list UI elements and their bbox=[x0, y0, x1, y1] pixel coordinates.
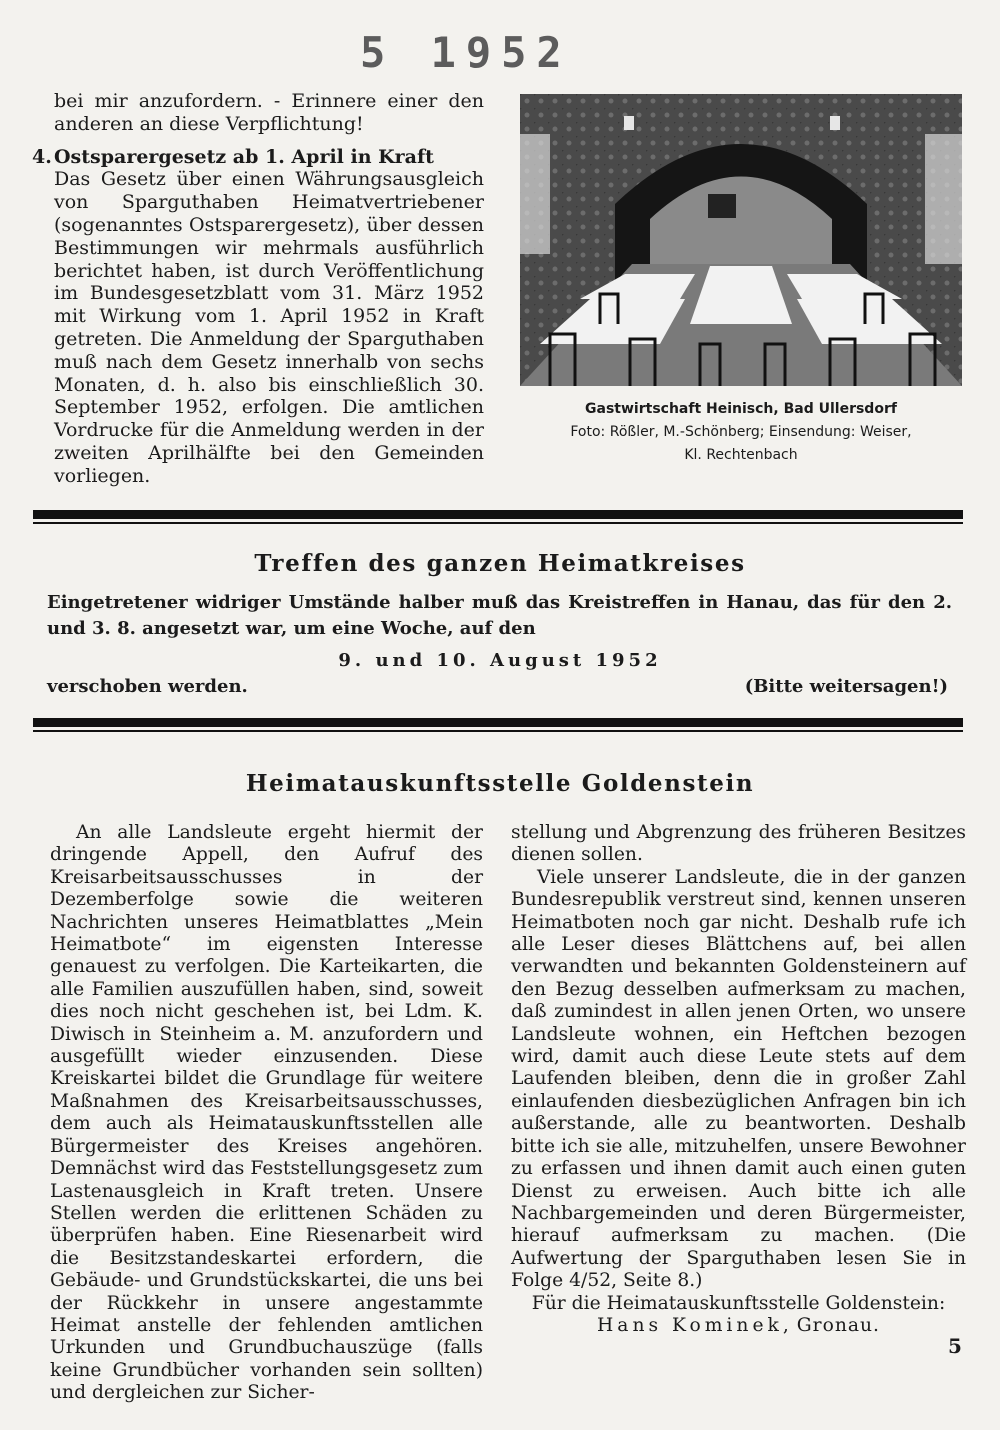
item-text: Das Gesetz über einen Währungsausgleich von Sparguthaben Heimatvertriebener (sogenanntes Ostsparergesetz), über dessen Bestimmungen wir mehrmals ausführlich berichtet haben, ist durch Veröffentlichung im Bundesgesetzblatt vom 31. März 1952 mit Wirkung vom 1. April 1952 in Kraft getreten. Die Anmeldung der Sparguthaben muß nach dem Gesetz innerhalb von sechs Monaten, d. h. also bis einschließlich 30. September 1952, erfolgen. Die amtlichen Vordrucke für die Anmeldung werden in der zweiten Aprilhälfte bei den Gemeinden vorliegen. bbox=[54, 168, 484, 487]
item-number: 4. bbox=[32, 145, 52, 168]
caption-title: Gastwirtschaft Heinisch, Bad Ullersdorf bbox=[585, 401, 897, 417]
signature-line: Für die Heimatauskunftsstelle Goldenstein: bbox=[531, 1292, 946, 1314]
left-curtain bbox=[520, 134, 550, 254]
treffen-text: Eingetretener widriger Umstände halber muß das Kreistreffen in Hanau, das für den 2. und 3. 8. angesetzt war, um eine Woche, auf den bbox=[47, 592, 952, 639]
treffen-dates: 9. und 10. August 1952 bbox=[338, 650, 662, 671]
intro-text: bei mir anzufordern. - Erinnere einer den anderen an diese Verpflichtung! bbox=[54, 90, 484, 135]
treffen-note: (Bitte weitersagen!) bbox=[744, 676, 948, 697]
lamp-left bbox=[624, 116, 634, 130]
treffen-moved: verschoben werden. bbox=[47, 676, 248, 697]
auskunft-right-text-2: Viele unserer Landsleute, die in der ganzen Bundesrepublik verstreut sind, kennen unseren Heimatboten noch gar nicht. Deshalb rufe ich alle Leser dieses Blättchens auf, bei allen verwandten und bekannten Goldensteinern auf den Bezug desselben aufmerksam zu machen, daß zumindest in allen jenen Orten, wo unsere Landsleute wohnen, ein Heftchen bezogen wird, damit auch diese Leute stets auf dem Laufenden bleiben, denn die in großer Zahl einlaufenden diesbezüglichen Anfragen bin ich außerstande, alle zu beantworten. Deshalb bitte ich sie alle, mitzuhelfen, unsere Bewohner zu erfassen und ihnen damit auch einen guten Dienst zu erweisen. Auch bitte ich alle Nachbargemeinden und deren Bürgermeister, hierauf aufmerksam zu machen. (Die Aufwertung der Sparguthaben lesen Sie in Folge 4/52, Seite 8.) bbox=[511, 866, 966, 1292]
divider-rule-top bbox=[33, 510, 963, 519]
auskunft-left-text: An alle Landsleute ergeht hiermit der dringende Appell, den Aufruf des Kreisarbeitsausschusses in der Dezemberfolge sowie die weiteren Nachrichten unseres Heimatblattes „Mein Heimatbote“ im eigensten Interesse genauest zu verfolgen. Die Karteikarten, die alle Familien auszufüllen haben, sind, soweit dies noch nicht geschehen ist, bei Ldm. K. Diwisch in Steinheim a. M. anzufordern und ausgefüllt wieder einzusenden. Diese Kreiskartei bildet die Grundlage für weitere Maßnahmen des Kreisarbeitsausschusses, dem auch als Heimatauskunftsstellen alle Bürgermeister des Kreises angehören. Demnächst wird das Feststellungsgesetz zum Lastenausgleich in Kraft treten. Unsere Stellen werden die erlittenen Schäden zu überprüfen haben. Eine Riesenarbeit wird die Besitzstandeskartei erfordern, die Gebäude- und Grundstückskartei, die uns bei der Rückkehr in unsere angestammte Heimat anstelle der fehlenden amtlichen Urkunden und Grundbuchauszüge (falls keine Grundbücher vorhanden sein sollten) und dergleichen zur Sicher- bbox=[50, 822, 483, 1404]
date-stamp: 5 1952 bbox=[360, 28, 572, 77]
divider-rule-bottom bbox=[33, 718, 963, 727]
item-title: Ostsparergesetz ab 1. April in Kraft bbox=[54, 145, 434, 168]
item-heading bbox=[32, 145, 484, 169]
page-number: 5 bbox=[948, 1334, 962, 1358]
photo-caption bbox=[520, 398, 962, 467]
right-curtain bbox=[925, 134, 962, 264]
signature-name: Hans Kominek bbox=[597, 1314, 783, 1336]
lamp-right bbox=[830, 116, 840, 130]
auskunft-left-column bbox=[50, 822, 483, 1405]
auskunft-right-text-1: stellung und Abgrenzung des früheren Besitzes dienen sollen. bbox=[511, 822, 966, 866]
dining-hall-illustration bbox=[520, 94, 962, 386]
ostsparer-section bbox=[32, 90, 484, 488]
back-window bbox=[708, 194, 736, 218]
auskunft-right-column bbox=[511, 822, 966, 1337]
caption-credit: Foto: Rößler, M.-Schönberg; Einsendung: Weiser, bbox=[570, 424, 912, 440]
signature-place: , Gronau. bbox=[782, 1314, 880, 1336]
restaurant-photo bbox=[520, 94, 962, 386]
auskunft-heading: Heimatauskunftsstelle Goldenstein bbox=[245, 770, 755, 797]
signature bbox=[511, 1315, 966, 1337]
treffen-heading: Treffen des ganzen Heimatkreises bbox=[254, 550, 746, 577]
caption-credit-place: Kl. Rechtenbach bbox=[684, 447, 798, 463]
